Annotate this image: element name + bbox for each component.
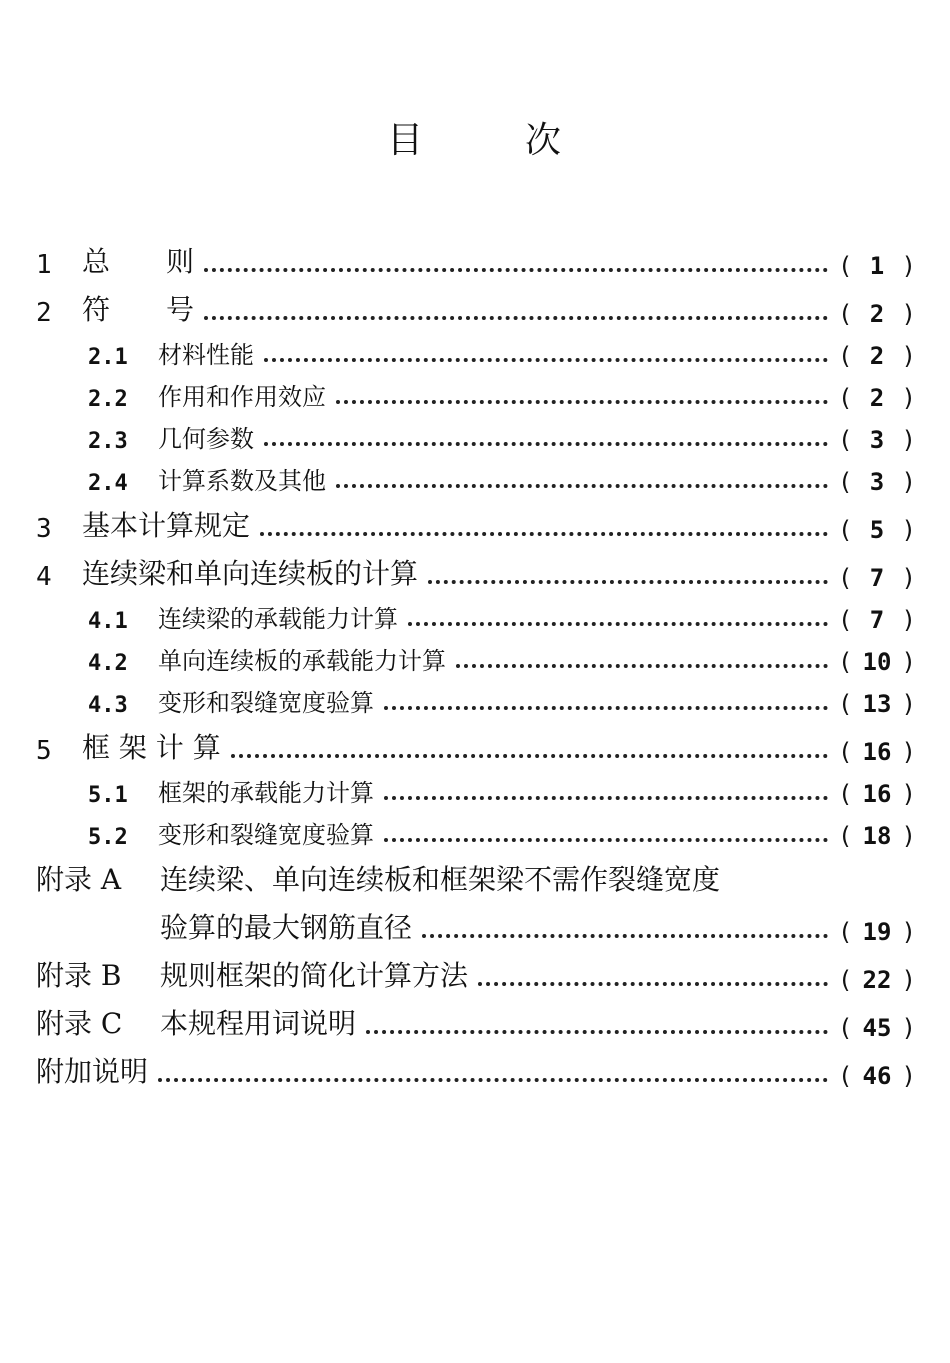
dot-leader — [408, 622, 828, 626]
toc-entry-title: 框架的承载能力计算 — [158, 779, 374, 807]
paren-open: ( — [838, 1014, 853, 1042]
toc-entry[interactable] — [36, 232, 916, 280]
dot-leader — [428, 580, 828, 584]
toc-entry[interactable] — [36, 328, 916, 370]
toc-page-ref — [838, 738, 916, 766]
toc-entry-number: 2.1 — [88, 345, 128, 370]
toc-page-number: 5 — [869, 516, 885, 544]
toc-page-number: 2 — [869, 384, 885, 412]
paren-open: ( — [838, 648, 853, 676]
toc-entry-title: 附加说明 — [36, 1055, 149, 1088]
toc-entry-number: 4.3 — [88, 693, 128, 718]
toc-page-ref — [838, 780, 916, 808]
toc-entry[interactable] — [36, 676, 916, 718]
toc-entry[interactable] — [36, 1042, 916, 1090]
paren-close: ) — [901, 918, 916, 946]
paren-open: ( — [838, 1062, 853, 1090]
toc-entry-number: 1 — [36, 250, 52, 280]
dot-leader — [204, 316, 828, 320]
paren-close: ) — [901, 426, 916, 454]
dot-leader — [366, 1030, 828, 1034]
toc-page-ref — [838, 822, 916, 850]
toc-page-number: 19 — [862, 918, 892, 946]
toc-entry[interactable] — [36, 592, 916, 634]
toc-entry-title: 连续梁的承载能力计算 — [158, 605, 398, 633]
toc-page-ref — [838, 516, 916, 544]
toc-entry-number: 2 — [36, 298, 52, 328]
paren-close: ) — [901, 648, 916, 676]
toc-entry[interactable] — [36, 634, 916, 676]
toc-page-ref — [838, 468, 916, 496]
paren-close: ) — [901, 780, 916, 808]
dot-leader — [231, 754, 828, 758]
dot-leader — [158, 1078, 828, 1082]
toc-entry[interactable] — [36, 808, 916, 850]
dot-leader — [456, 664, 828, 668]
paren-close: ) — [901, 300, 916, 328]
title-char-2: 次 — [525, 120, 564, 161]
toc-page-ref — [838, 1014, 916, 1042]
dot-leader — [384, 796, 828, 800]
toc-entry-title: 连续梁和单向连续板的计算 — [82, 557, 419, 590]
toc-page-ref — [838, 384, 916, 412]
paren-close: ) — [901, 690, 916, 718]
paren-open: ( — [838, 468, 853, 496]
toc-entry[interactable] — [36, 496, 916, 544]
dot-leader — [336, 484, 828, 488]
dot-leader — [264, 442, 828, 446]
toc-page-ref — [838, 564, 916, 592]
dot-leader — [264, 358, 828, 362]
toc-entry-title: 本规程用词说明 — [160, 1007, 357, 1040]
toc-page-ref — [838, 426, 916, 454]
toc-entry-number: 2.2 — [88, 387, 128, 412]
paren-open: ( — [838, 738, 853, 766]
paren-open: ( — [838, 966, 853, 994]
toc-entry-number: 附录 A — [36, 863, 122, 896]
toc-entry-title: 框 架 计 算 — [82, 731, 221, 764]
toc-page-ref — [838, 1062, 916, 1090]
toc-page-ref — [838, 918, 916, 946]
paren-close: ) — [901, 1062, 916, 1090]
toc-entry-title: 总 则 — [82, 245, 195, 278]
page-title — [0, 112, 950, 163]
paren-close: ) — [901, 822, 916, 850]
paren-open: ( — [838, 300, 853, 328]
toc-entry[interactable] — [36, 718, 916, 766]
toc-page-ref — [838, 342, 916, 370]
toc-page-number: 46 — [862, 1062, 892, 1090]
paren-open: ( — [838, 252, 853, 280]
toc-entry-title: 单向连续板的承载能力计算 — [158, 647, 446, 675]
toc-page-number: 2 — [869, 342, 885, 370]
toc-entry[interactable] — [36, 994, 916, 1042]
toc-page-number: 22 — [862, 966, 892, 994]
toc-entry[interactable] — [36, 850, 916, 898]
toc-page-number: 45 — [862, 1014, 892, 1042]
toc-entry-number: 4 — [36, 562, 52, 592]
paren-close: ) — [901, 342, 916, 370]
toc-entry-title: 基本计算规定 — [82, 509, 251, 542]
toc-page-number: 3 — [869, 426, 885, 454]
toc-page-ref — [838, 606, 916, 634]
toc-entry[interactable] — [36, 898, 916, 946]
dot-leader — [384, 838, 828, 842]
toc-entry-number: 附录 C — [36, 1007, 123, 1040]
toc-entry[interactable] — [36, 412, 916, 454]
dot-leader — [260, 532, 828, 536]
paren-close: ) — [901, 468, 916, 496]
paren-close: ) — [901, 606, 916, 634]
toc-entry-title: 符 号 — [82, 293, 195, 326]
toc-page-number: 7 — [869, 606, 885, 634]
paren-open: ( — [838, 426, 853, 454]
toc-page-ref — [838, 648, 916, 676]
dot-leader — [422, 934, 828, 938]
toc-entry-number: 4.1 — [88, 609, 128, 634]
toc-entry[interactable] — [36, 280, 916, 328]
toc-page-number: 16 — [862, 780, 892, 808]
paren-close: ) — [901, 252, 916, 280]
toc-entry[interactable] — [36, 370, 916, 412]
toc-entry-title: 变形和裂缝宽度验算 — [158, 821, 374, 849]
paren-open: ( — [838, 918, 853, 946]
toc-page-number: 3 — [869, 468, 885, 496]
toc-page-number: 10 — [862, 648, 892, 676]
toc-page-number: 1 — [869, 252, 885, 280]
toc-entry-title: 验算的最大钢筋直径 — [160, 911, 413, 944]
paren-open: ( — [838, 516, 853, 544]
toc-entry-title: 计算系数及其他 — [158, 467, 326, 495]
toc-entry-number: 2.4 — [88, 471, 128, 496]
paren-open: ( — [838, 822, 853, 850]
paren-close: ) — [901, 1014, 916, 1042]
toc-entry[interactable] — [36, 454, 916, 496]
toc-entry-number: 5.1 — [88, 783, 128, 808]
paren-close: ) — [901, 564, 916, 592]
table-of-contents — [36, 232, 916, 1090]
toc-page-number: 13 — [862, 690, 892, 718]
toc-entry-number: 5.2 — [88, 825, 128, 850]
toc-entry-title: 作用和作用效应 — [158, 383, 326, 411]
toc-page-number: 16 — [862, 738, 892, 766]
toc-entry-number: 3 — [36, 514, 52, 544]
toc-entry-title: 规则框架的简化计算方法 — [160, 959, 469, 992]
toc-page-number: 18 — [862, 822, 892, 850]
toc-entry-title: 材料性能 — [158, 341, 254, 369]
toc-entry[interactable] — [36, 946, 916, 994]
paren-open: ( — [838, 606, 853, 634]
toc-entry-number: 5 — [36, 736, 52, 766]
paren-open: ( — [838, 690, 853, 718]
toc-entry-title: 几何参数 — [158, 425, 254, 453]
toc-page-ref — [838, 966, 916, 994]
dot-leader — [384, 706, 828, 710]
dot-leader — [204, 268, 828, 272]
toc-entry[interactable] — [36, 766, 916, 808]
toc-entry[interactable] — [36, 544, 916, 592]
title-char-1: 目 — [386, 120, 425, 161]
paren-close: ) — [901, 966, 916, 994]
paren-close: ) — [901, 516, 916, 544]
paren-open: ( — [838, 384, 853, 412]
toc-entry-number: 4.2 — [88, 651, 128, 676]
paren-close: ) — [901, 738, 916, 766]
toc-entry-number: 附录 B — [36, 959, 122, 992]
paren-open: ( — [838, 564, 853, 592]
toc-page-number: 7 — [869, 564, 885, 592]
dot-leader — [336, 400, 828, 404]
toc-entry-title: 连续梁、单向连续板和框架梁不需作裂缝宽度 — [160, 863, 721, 896]
paren-close: ) — [901, 384, 916, 412]
dot-leader — [478, 982, 828, 986]
toc-entry-title: 变形和裂缝宽度验算 — [158, 689, 374, 717]
paren-open: ( — [838, 342, 853, 370]
toc-page-number: 2 — [869, 300, 885, 328]
toc-entry-number: 2.3 — [88, 429, 128, 454]
paren-open: ( — [838, 780, 853, 808]
toc-page-ref — [838, 252, 916, 280]
toc-page-ref — [838, 300, 916, 328]
toc-page-ref — [838, 690, 916, 718]
